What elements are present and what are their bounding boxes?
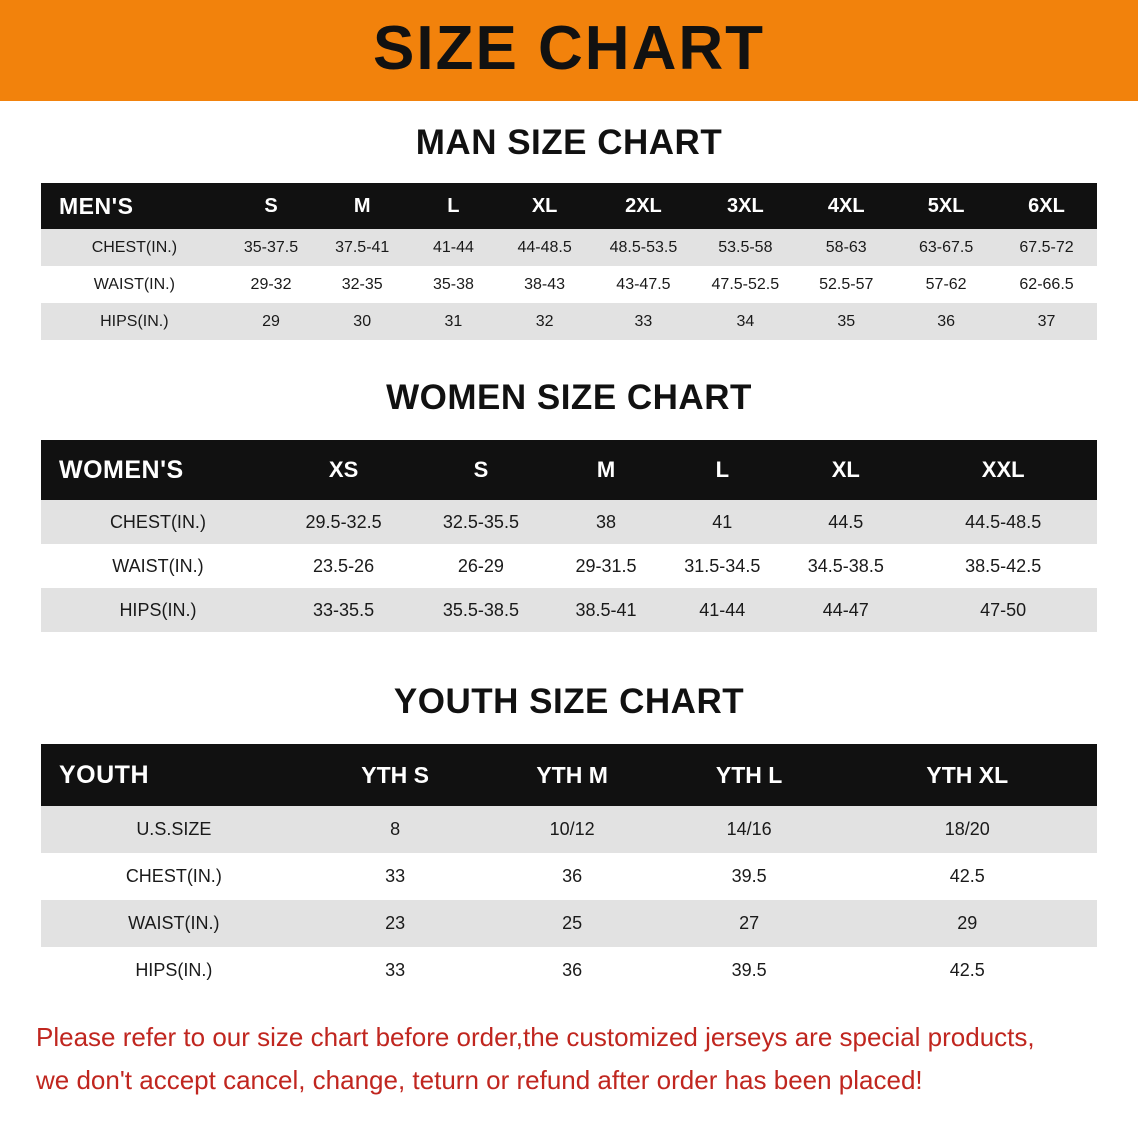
youth-header-cell: YOUTH [41,744,307,806]
table-cell: 27 [661,900,838,947]
row-label: WAIST(IN.) [41,544,275,588]
policy-note-line-1: Please refer to our size chart before order,the customized jerseys are special products, [36,1022,1035,1052]
table-cell: 33-35.5 [275,588,412,632]
row-label: HIPS(IN.) [41,947,307,994]
man-header-cell: L [410,183,497,229]
row-label: U.S.SIZE [41,806,307,853]
table-cell: 67.5-72 [996,229,1097,266]
table-cell: 44.5-48.5 [909,500,1097,544]
man-header-cell: 5XL [896,183,996,229]
table-row [41,544,1097,588]
table-cell: 35-37.5 [228,229,315,266]
man-section-heading: MAN SIZE CHART [415,123,723,162]
table-cell: 41-44 [662,588,782,632]
table-cell: 25 [484,900,661,947]
table-cell: 35.5-38.5 [412,588,549,632]
table-cell: 29-32 [228,266,315,303]
youth-header-cell: YTH XL [838,744,1097,806]
table-row [41,500,1097,544]
table-cell: 29-31.5 [550,544,663,588]
table-cell: 34 [694,303,796,340]
man-header-cell: 4XL [796,183,896,229]
women-table-head [41,440,1097,500]
women-header-cell: XXL [909,440,1097,500]
page-title: SIZE CHART [373,13,765,83]
table-row [41,229,1097,266]
table-cell: 44.5 [782,500,909,544]
youth-size-table [41,744,1097,994]
row-label: CHEST(IN.) [41,500,275,544]
table-cell: 32 [497,303,593,340]
youth-table-head [41,744,1097,806]
table-cell: 14/16 [661,806,838,853]
table-row [41,806,1097,853]
table-cell: 38 [550,500,663,544]
women-section-heading: WOMEN SIZE CHART [386,378,752,417]
youth-section-heading: YOUTH SIZE CHART [393,682,745,721]
man-header-cell: 3XL [694,183,796,229]
table-cell: 57-62 [896,266,996,303]
table-cell: 23 [307,900,484,947]
man-size-table-wrapper [41,183,1097,340]
women-header-cell: XS [275,440,412,500]
policy-note [36,1016,1102,1102]
table-cell: 44-47 [782,588,909,632]
table-cell: 62-66.5 [996,266,1097,303]
row-label: CHEST(IN.) [41,229,228,266]
table-row [41,303,1097,340]
table-cell: 38.5-41 [550,588,663,632]
man-header-cell: MEN'S [41,183,228,229]
row-label: WAIST(IN.) [41,266,228,303]
table-cell: 63-67.5 [896,229,996,266]
man-header-cell: 6XL [996,183,1097,229]
man-table-head [41,183,1097,229]
table-cell: 29 [838,900,1097,947]
row-label: WAIST(IN.) [41,900,307,947]
table-header-row [41,183,1097,229]
women-header-cell: WOMEN'S [41,440,275,500]
table-cell: 37.5-41 [314,229,410,266]
table-cell: 33 [592,303,694,340]
table-cell: 41 [662,500,782,544]
table-header-row [41,440,1097,500]
youth-header-cell: YTH L [661,744,838,806]
table-cell: 52.5-57 [796,266,896,303]
man-header-cell: S [228,183,315,229]
table-row [41,947,1097,994]
table-cell: 34.5-38.5 [782,544,909,588]
women-size-table [41,440,1097,632]
women-size-table-wrapper [41,440,1097,632]
man-size-table [41,183,1097,340]
table-cell: 43-47.5 [592,266,694,303]
table-cell: 37 [996,303,1097,340]
table-cell: 33 [307,947,484,994]
table-cell: 47.5-52.5 [694,266,796,303]
policy-note-line-2: we don't accept cancel, change, teturn or refund after order has been placed! [36,1065,923,1096]
table-cell: 23.5-26 [275,544,412,588]
women-table-body [41,500,1097,632]
table-header-row [41,744,1097,806]
youth-header-cell: YTH S [307,744,484,806]
banner [0,0,1138,101]
table-cell: 41-44 [410,229,497,266]
row-label: HIPS(IN.) [41,303,228,340]
youth-header-cell: YTH M [484,744,661,806]
table-cell: 38-43 [497,266,593,303]
table-cell: 32-35 [314,266,410,303]
table-cell: 36 [484,853,661,900]
table-cell: 30 [314,303,410,340]
table-cell: 36 [896,303,996,340]
table-cell: 29.5-32.5 [275,500,412,544]
table-cell: 29 [228,303,315,340]
man-header-cell: 2XL [592,183,694,229]
table-row [41,900,1097,947]
table-cell: 39.5 [661,947,838,994]
table-cell: 38.5-42.5 [909,544,1097,588]
table-cell: 48.5-53.5 [592,229,694,266]
man-header-cell: XL [497,183,593,229]
table-cell: 35-38 [410,266,497,303]
table-cell: 47-50 [909,588,1097,632]
table-row [41,588,1097,632]
table-cell: 36 [484,947,661,994]
table-row [41,853,1097,900]
youth-table-body [41,806,1097,994]
table-cell: 18/20 [838,806,1097,853]
table-cell: 39.5 [661,853,838,900]
table-cell: 31 [410,303,497,340]
table-cell: 32.5-35.5 [412,500,549,544]
table-cell: 31.5-34.5 [662,544,782,588]
table-cell: 42.5 [838,947,1097,994]
man-header-cell: M [314,183,410,229]
women-header-cell: M [550,440,663,500]
table-row [41,266,1097,303]
table-cell: 10/12 [484,806,661,853]
table-cell: 42.5 [838,853,1097,900]
table-cell: 26-29 [412,544,549,588]
table-cell: 44-48.5 [497,229,593,266]
table-cell: 33 [307,853,484,900]
women-header-cell: L [662,440,782,500]
youth-size-table-wrapper [41,744,1097,994]
table-cell: 58-63 [796,229,896,266]
row-label: HIPS(IN.) [41,588,275,632]
table-cell: 35 [796,303,896,340]
table-cell: 53.5-58 [694,229,796,266]
table-cell: 8 [307,806,484,853]
women-header-cell: S [412,440,549,500]
women-header-cell: XL [782,440,909,500]
man-table-body [41,229,1097,340]
row-label: CHEST(IN.) [41,853,307,900]
